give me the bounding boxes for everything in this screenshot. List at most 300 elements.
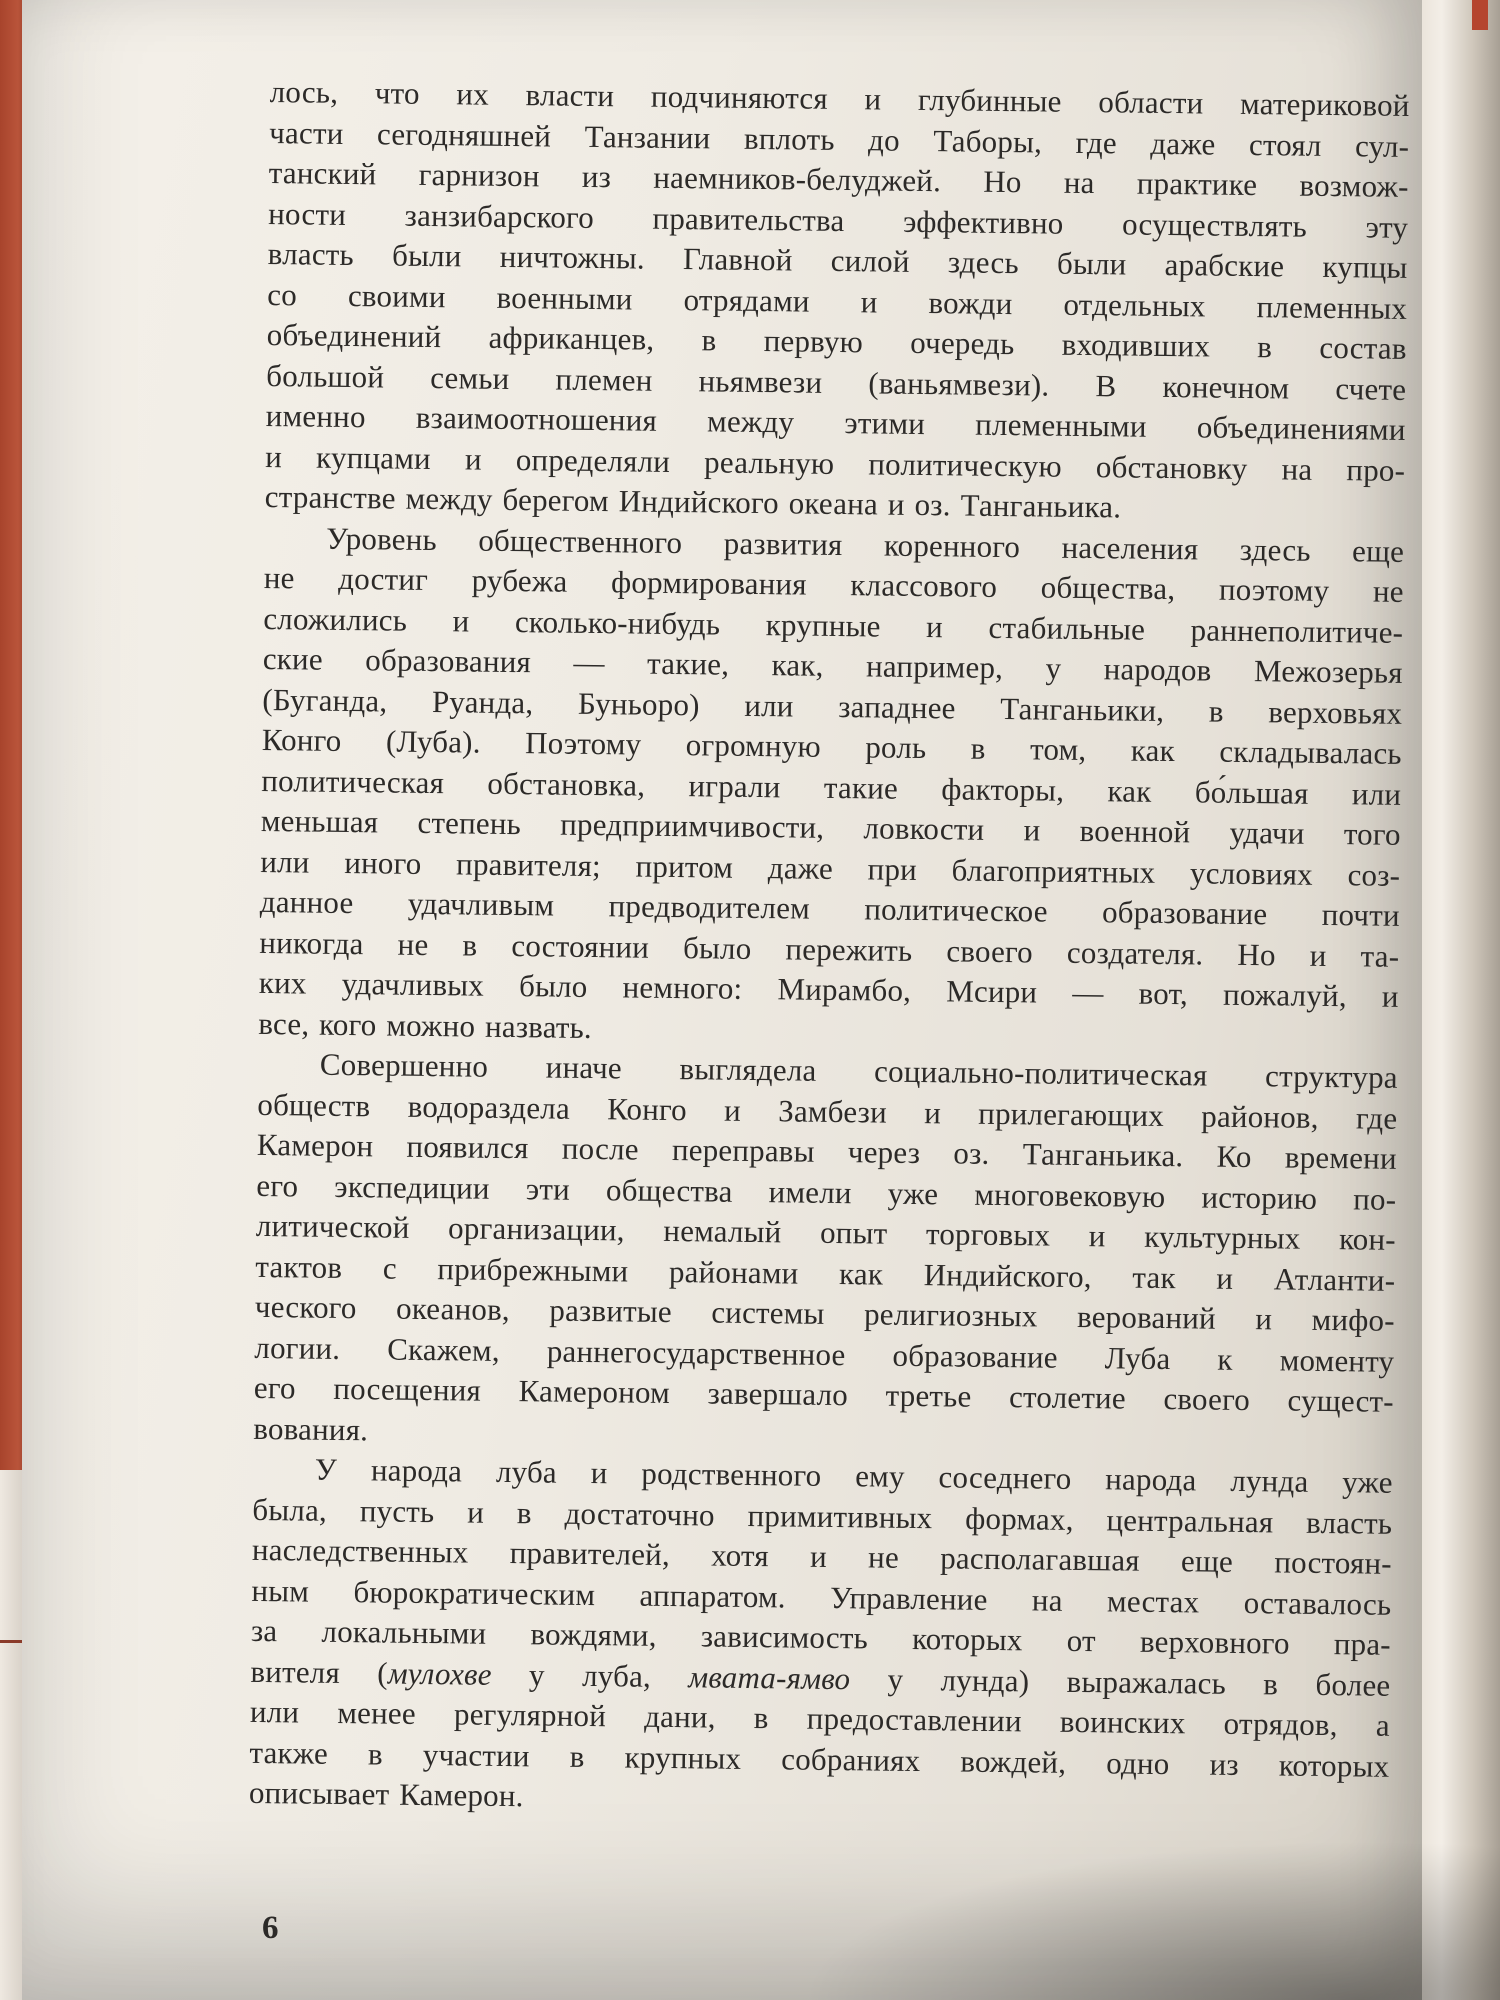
word: ческого	[254, 1288, 357, 1326]
word: семьи	[430, 359, 510, 396]
word: историю	[1201, 1178, 1318, 1216]
word: пра-	[1333, 1626, 1392, 1662]
word: пережить	[785, 930, 913, 968]
word: не	[263, 559, 295, 596]
book-page-stack-right	[1410, 0, 1500, 2000]
word: и	[723, 1092, 742, 1128]
word: у	[528, 1656, 545, 1692]
word: была,	[252, 1491, 328, 1528]
word: зависимость	[700, 1618, 869, 1656]
word: менее	[337, 1694, 417, 1731]
word: при	[867, 850, 918, 887]
word: власть	[1305, 1504, 1393, 1541]
word: столетие	[1008, 1379, 1127, 1416]
word: Мсири	[946, 973, 1038, 1010]
word: у	[887, 1661, 904, 1697]
word: на	[1031, 1581, 1063, 1618]
word: обстановка,	[487, 765, 646, 803]
word: Мирамбо,	[777, 971, 912, 1008]
word: том,	[1029, 731, 1087, 768]
word: эти	[525, 1170, 571, 1207]
word: и	[1216, 1260, 1234, 1296]
word: немного:	[622, 969, 743, 1006]
word: или	[1351, 775, 1402, 812]
word: Замбези	[778, 1092, 888, 1130]
word: народа	[1105, 1461, 1197, 1498]
word: или	[744, 687, 794, 723]
word: районов,	[1201, 1097, 1319, 1135]
word: та-	[1360, 937, 1400, 974]
word: культурных	[1144, 1218, 1301, 1256]
word: верований	[1076, 1298, 1217, 1336]
word: вплоть	[743, 120, 835, 157]
word: как	[1107, 772, 1152, 809]
word: или	[260, 843, 310, 880]
word: народов	[1103, 651, 1212, 688]
word: вождями,	[530, 1616, 657, 1653]
word: племен	[555, 361, 653, 398]
word: сегодняшней	[376, 115, 552, 153]
paragraph	[265, 72, 1410, 531]
word: факторы,	[941, 770, 1065, 808]
word: обстановку	[1095, 448, 1248, 486]
word: верховного	[1139, 1623, 1290, 1661]
word: не	[867, 1539, 900, 1575]
word: вожди	[928, 284, 1013, 321]
word: не	[1372, 573, 1404, 609]
word: общества	[605, 1171, 733, 1209]
word: Совершенно	[319, 1046, 489, 1084]
word: ничтожны.	[499, 238, 646, 276]
word: определяли	[515, 441, 671, 479]
word: более	[1315, 1666, 1391, 1703]
word: предприимчивости,	[560, 806, 825, 845]
word: наследственных	[251, 1531, 469, 1570]
word: Но	[983, 163, 1022, 200]
word: складывалась	[1219, 733, 1402, 771]
word: своего	[946, 932, 1034, 969]
word: сущест-	[1287, 1382, 1395, 1419]
word: Луба	[1104, 1339, 1171, 1376]
word: и	[925, 608, 944, 644]
word: странстве	[264, 478, 396, 516]
word: купцами	[315, 439, 432, 476]
word: описывает	[248, 1774, 390, 1812]
word: берегом	[502, 481, 610, 519]
word: Межозерья	[1253, 653, 1403, 690]
word: подчиняются	[650, 78, 829, 116]
word: общественного	[478, 522, 683, 560]
word: как	[1130, 732, 1176, 769]
word: появился	[406, 1128, 529, 1166]
word: В	[1095, 367, 1117, 403]
word: никогда	[259, 924, 364, 961]
word: от	[1066, 1622, 1097, 1659]
word: Конго	[606, 1090, 688, 1127]
word: своими	[347, 277, 446, 314]
word: отрядами	[683, 281, 810, 319]
word: обществ	[257, 1086, 371, 1123]
word: между	[405, 480, 493, 517]
word: времени	[1284, 1139, 1397, 1176]
word: гарнизон	[418, 156, 540, 194]
word: океанов,	[395, 1290, 511, 1328]
word: прилегающих	[978, 1095, 1165, 1133]
word: системы	[711, 1294, 825, 1331]
word: Буньоро)	[577, 685, 700, 722]
word: в	[1263, 1665, 1279, 1701]
word: было	[682, 929, 752, 966]
word: отрядов,	[1223, 1705, 1338, 1743]
word: Камерон	[256, 1126, 374, 1164]
word: материковой	[1239, 85, 1410, 123]
word: крупные	[765, 606, 881, 644]
word: выражалась	[1066, 1663, 1227, 1701]
word: хотя	[710, 1537, 770, 1574]
word: в	[1257, 329, 1273, 365]
word: Но	[1237, 936, 1276, 972]
word: в	[753, 1700, 769, 1736]
word: лунда)	[940, 1661, 1030, 1698]
word: развитые	[549, 1292, 673, 1330]
word: образования	[365, 642, 532, 680]
word: здесь	[1239, 531, 1311, 568]
word: водораздела	[407, 1088, 571, 1126]
word: и	[452, 602, 470, 638]
paragraph	[253, 1044, 1398, 1463]
word: своего	[1163, 1381, 1251, 1418]
word: через	[847, 1134, 921, 1171]
word: такие	[823, 769, 899, 806]
word: раннеполитиче-	[1190, 611, 1404, 650]
word: за	[250, 1612, 278, 1649]
word: Конго	[261, 721, 342, 758]
word: имели	[768, 1173, 852, 1210]
word: Танганьики,	[1000, 690, 1165, 728]
word: опыт	[819, 1214, 888, 1251]
word: политическое	[864, 891, 1048, 929]
word: сложились	[263, 600, 408, 638]
word: Танганьика.	[1022, 1136, 1184, 1174]
word: предоставлении	[806, 1700, 1022, 1739]
word: располагавшая	[940, 1540, 1140, 1578]
word: структура	[1264, 1058, 1398, 1095]
word: ких	[258, 964, 307, 1001]
word: ему	[854, 1458, 905, 1494]
word: эффективно	[902, 203, 1064, 241]
word: дани,	[643, 1698, 716, 1735]
word: племенных	[1256, 288, 1408, 326]
word: примитивных	[747, 1497, 933, 1535]
word: в	[970, 730, 986, 766]
word: Атланти-	[1273, 1260, 1396, 1298]
word: арабские	[1164, 246, 1285, 284]
word: почти	[1321, 896, 1400, 933]
word: предводителем	[608, 888, 811, 926]
word: счете	[1335, 370, 1407, 407]
book-page-edge-left	[0, 1470, 22, 2000]
word: оставалось	[1243, 1584, 1392, 1622]
word: африканцев,	[488, 319, 655, 357]
word: и	[1309, 937, 1327, 973]
word: местах	[1106, 1582, 1200, 1619]
word: возмож-	[1299, 167, 1409, 204]
word: еще	[1351, 532, 1405, 569]
word: силой	[830, 242, 910, 279]
word: все,	[258, 1005, 310, 1042]
word: по-	[1352, 1180, 1397, 1217]
word: или	[249, 1693, 300, 1730]
word: —	[1072, 974, 1104, 1011]
word: стоял	[1248, 126, 1322, 163]
word: Уровень	[326, 520, 438, 557]
word: из	[1209, 1746, 1240, 1782]
word: отдельных	[1063, 286, 1206, 323]
word: так	[1132, 1259, 1176, 1295]
word: раннегосударственное	[546, 1332, 846, 1372]
word: что	[374, 75, 420, 111]
word: такие,	[646, 645, 730, 682]
word: формах,	[965, 1500, 1074, 1537]
word: Руанда,	[431, 683, 534, 720]
word: большой	[266, 357, 385, 394]
word: конечном	[1162, 368, 1290, 405]
word: сул-	[1354, 127, 1410, 164]
word: с	[382, 1249, 398, 1286]
word: многовековую	[974, 1176, 1166, 1214]
word: на	[1063, 164, 1095, 201]
word: социально-политическая	[873, 1053, 1208, 1093]
word: можно	[386, 1006, 476, 1044]
word: того	[1343, 816, 1401, 852]
word: в	[1208, 693, 1224, 729]
word: про-	[1346, 451, 1406, 488]
word: данное	[259, 883, 354, 921]
word: завершало	[707, 1375, 849, 1413]
word: племенными	[975, 406, 1147, 444]
word: назвать.	[484, 1008, 593, 1045]
word: достаточно	[564, 1495, 715, 1533]
word: политическую	[868, 445, 1063, 484]
word: районами	[668, 1253, 799, 1291]
word: (Луба).	[385, 723, 481, 760]
word: организации,	[447, 1210, 625, 1248]
word: собраниях	[781, 1740, 921, 1778]
word: Танзании	[584, 118, 711, 155]
word: как	[838, 1255, 884, 1292]
word: на	[1281, 450, 1313, 487]
word: удачливых	[341, 965, 485, 1003]
word: правительства	[652, 200, 845, 238]
word: состав	[1319, 329, 1407, 366]
word: соседнего	[938, 1459, 1072, 1496]
word: в	[516, 1494, 532, 1530]
word: Индийского	[618, 483, 780, 521]
word: у	[1045, 650, 1062, 686]
word: поэтому	[1218, 571, 1330, 608]
word: состоянии	[511, 927, 650, 965]
word: Управление	[829, 1579, 988, 1617]
word: в	[701, 322, 717, 358]
word: и	[1255, 1301, 1273, 1337]
word: играли	[688, 767, 781, 804]
word: и	[464, 440, 482, 477]
word: одно	[1106, 1744, 1170, 1781]
word: притом	[635, 848, 734, 885]
word: как,	[771, 647, 824, 683]
word: (ваньямвези).	[868, 364, 1050, 403]
word: бюрократическим	[353, 1573, 596, 1612]
word: образование	[1101, 894, 1268, 932]
word: купцы	[1322, 248, 1408, 285]
word: условиях	[1189, 854, 1314, 892]
word: кого	[318, 1006, 377, 1042]
word: иначе	[545, 1049, 623, 1086]
word: достиг	[338, 560, 429, 597]
word: удачливым	[407, 885, 555, 923]
word: из	[581, 158, 612, 195]
word: меньшая	[260, 802, 379, 840]
word: образование	[892, 1337, 1058, 1375]
word: оз.	[953, 1135, 990, 1171]
word: вот,	[1138, 975, 1189, 1012]
word: и	[887, 486, 905, 522]
word: лось,	[269, 73, 339, 110]
word: взаимоотношения	[415, 399, 658, 438]
word: после	[561, 1130, 639, 1167]
word: пожалуй,	[1222, 976, 1347, 1014]
word: океана	[788, 485, 879, 522]
page-text	[249, 72, 1410, 1827]
paragraph	[249, 1449, 1393, 1827]
word: постоян-	[1274, 1544, 1392, 1581]
word: танский	[268, 154, 377, 192]
word: даже	[1150, 125, 1216, 162]
word: области	[1098, 84, 1204, 121]
word: наемников-белуджей.	[653, 159, 942, 199]
word: Ко	[1216, 1138, 1252, 1175]
word: формирования	[610, 564, 807, 602]
word: политическая	[261, 762, 445, 800]
word: военной	[1079, 812, 1191, 850]
word: входивших	[1061, 326, 1211, 364]
word: прибрежными	[437, 1250, 629, 1288]
word: в	[462, 926, 478, 963]
word: эту	[1365, 208, 1409, 245]
word: до	[867, 121, 901, 158]
word: уже	[1342, 1464, 1393, 1500]
word: первую	[763, 323, 864, 360]
word: Камерон.	[399, 1776, 524, 1814]
word: очередь	[910, 324, 1015, 362]
word: третье	[885, 1377, 972, 1414]
word: было	[518, 968, 588, 1004]
word: логии.	[254, 1329, 341, 1366]
word: локальными	[321, 1613, 487, 1651]
word: регулярной	[453, 1696, 607, 1734]
word: например,	[865, 648, 1004, 685]
word: мифо-	[1311, 1301, 1395, 1338]
word: литической	[255, 1207, 410, 1245]
word: степень	[417, 804, 522, 842]
word: сколько-нибудь	[514, 603, 721, 642]
word: здесь	[947, 244, 1020, 281]
word: и	[923, 1094, 942, 1130]
word: тактов	[255, 1248, 343, 1285]
word: были	[1056, 245, 1127, 282]
book-page	[22, 0, 1422, 2000]
word: ности	[268, 195, 347, 232]
word: ным	[251, 1572, 310, 1609]
word: объединений	[266, 316, 442, 355]
word: не	[397, 926, 429, 962]
word: немалый	[663, 1212, 782, 1250]
word: создателя.	[1066, 934, 1204, 971]
word: даже	[767, 849, 834, 886]
word: уже	[887, 1175, 939, 1211]
word: еще	[1180, 1543, 1234, 1579]
word: кон-	[1338, 1221, 1397, 1257]
word: мвата-ямво	[688, 1658, 851, 1696]
word: занзибарского	[404, 197, 595, 235]
word: власти	[525, 77, 615, 114]
word: выглядела	[679, 1051, 817, 1088]
word: стабильные	[988, 609, 1146, 647]
word: и	[809, 1538, 828, 1574]
word: которых	[1278, 1746, 1390, 1784]
word: и	[864, 81, 882, 117]
word: его	[253, 1369, 296, 1406]
word: и	[1381, 978, 1399, 1014]
word: правителей,	[509, 1535, 671, 1572]
word: —	[573, 644, 605, 681]
word: верховьях	[1268, 693, 1403, 731]
word: классового	[850, 567, 998, 604]
word: а	[1375, 1707, 1391, 1743]
word: крупных	[624, 1738, 742, 1776]
word: переправы	[671, 1131, 815, 1169]
word: также	[249, 1734, 329, 1771]
word: населения	[1061, 529, 1199, 566]
word: и	[1088, 1218, 1106, 1254]
word: соз-	[1347, 856, 1401, 893]
page-number: 6	[262, 1910, 279, 1946]
bookmark-strip	[1472, 0, 1488, 30]
word: объединениями	[1196, 409, 1406, 447]
word: западнее	[838, 688, 956, 725]
word: вождей,	[960, 1743, 1067, 1780]
word: власть	[267, 235, 355, 273]
word: вования.	[253, 1410, 369, 1447]
word: коренного	[883, 527, 1021, 564]
word: где	[1355, 1099, 1398, 1136]
word: удачи	[1229, 814, 1305, 851]
word: осуществлять	[1121, 205, 1308, 244]
word: Таборы,	[933, 122, 1043, 159]
word: Танганьика.	[960, 487, 1122, 525]
word: части	[269, 114, 344, 151]
word: и	[265, 438, 283, 474]
word: центральная	[1106, 1501, 1274, 1539]
word: в	[367, 1735, 384, 1772]
word: Индийского,	[923, 1256, 1092, 1294]
word: к	[1217, 1341, 1233, 1377]
word: которых	[911, 1620, 1023, 1658]
word: и	[1023, 812, 1041, 848]
word: были	[391, 237, 462, 274]
word: со	[267, 276, 298, 312]
word: глубинные	[917, 81, 1062, 119]
